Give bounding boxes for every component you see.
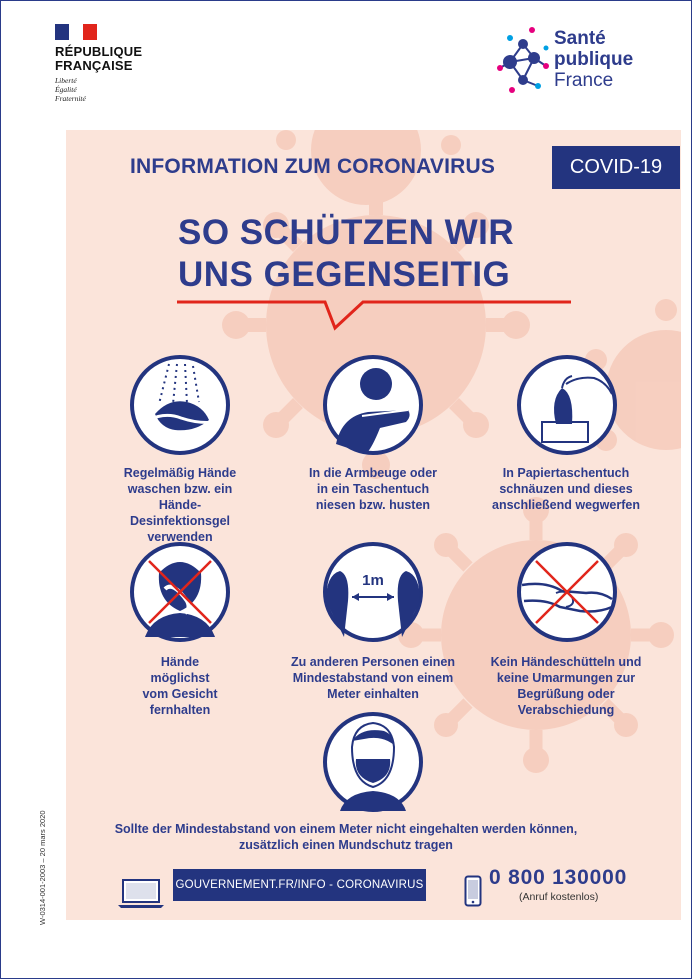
sante-publique-france-logo: [496, 22, 656, 102]
caption-no-handshake: Kein Händeschütteln und keine Umarmungen zur Begrüßung oder Verabschiedung: [490, 655, 642, 717]
handwashing-icon: [129, 354, 231, 456]
republique-francaise-logo: [55, 24, 142, 103]
caption-face-mask: Sollte der Mindestabstand von einem Meter nicht eingehalten werden können, zusätzlich einen Mundschutz tragen: [114, 822, 578, 852]
agency-name-line2: publique: [554, 49, 634, 70]
smartphone-icon: [464, 875, 482, 907]
agency-name-line3: France: [554, 70, 614, 91]
distance-label: 1m: [362, 572, 384, 589]
network-dots-icon: [496, 22, 554, 102]
phone-note: (Anruf kostenlos): [519, 891, 599, 903]
caption-handwashing: Regelmäßig Hände waschen bzw. ein Hände- Desinfektionsgel verwenden: [123, 466, 237, 544]
republique-name-line2: FRANÇAISE: [55, 58, 133, 73]
motto-fraternite: Fraternité: [55, 94, 86, 103]
caption-tissue: In Papiertaschentuch schnäuzen und dieses anschließend wegwerfen: [492, 466, 640, 512]
motto-liberte: Liberté: [55, 76, 77, 85]
caption-no-face-touch: Hände möglichst vom Gesicht fernhalten: [142, 655, 218, 717]
caption-distance: Zu anderen Personen einen Mindestabstand von einem Meter einhalten: [291, 655, 455, 701]
republique-name-line1: RÉPUBLIQUE: [55, 44, 143, 59]
info-title: INFORMATION ZUM CORONAVIRUS: [130, 155, 496, 178]
headline-line2: UNS GEGENSEITIG: [178, 255, 511, 294]
french-flag-icon: [55, 24, 97, 40]
speech-bubble-underline: [175, 290, 575, 334]
document-reference-code: W-0314-001-2003 – 20 mars 2020: [38, 810, 47, 925]
headline-line1: SO SCHÜTZEN WIR: [178, 213, 515, 252]
elbow-sneeze-icon: [322, 354, 424, 456]
laptop-icon: [117, 877, 165, 909]
agency-name-line1: Santé: [554, 28, 606, 49]
hotline-phone-number[interactable]: 0 800 130000: [489, 866, 628, 889]
tissue-icon: [516, 354, 618, 456]
info-url-link[interactable]: GOUVERNEMENT.FR/INFO - CORONAVIRUS: [173, 869, 426, 901]
distance-icon: [322, 541, 424, 643]
caption-elbow-sneeze: In die Armbeuge oder in ein Taschentuch niesen bzw. husten: [308, 466, 438, 512]
no-handshake-icon: [516, 541, 618, 643]
headline: [178, 212, 514, 296]
covid-badge: COVID-19: [552, 146, 680, 189]
motto-egalite: Égalité: [55, 85, 77, 94]
face-mask-icon: [322, 711, 424, 813]
no-face-touch-icon: [129, 541, 231, 643]
